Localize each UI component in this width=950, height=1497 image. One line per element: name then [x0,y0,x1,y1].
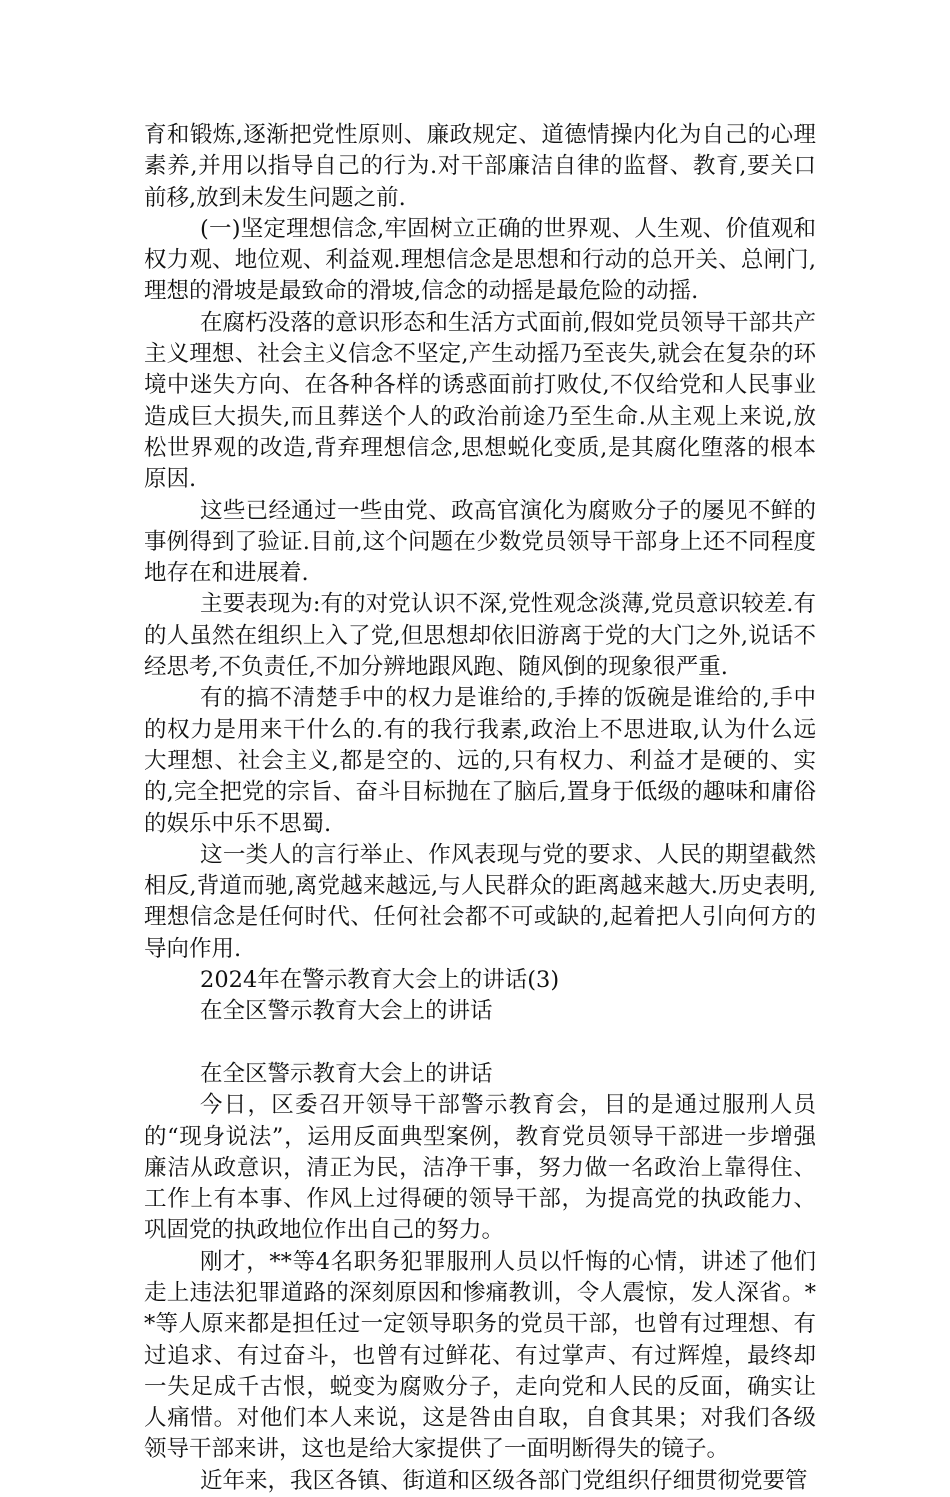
speech-title: 在全区警示教育大会上的讲话 [200,998,493,1025]
paragraph: 在腐朽没落的意识形态和生活方式面前,假如党员领导干部共产主义理想、社会主义信念不坚定,产生动摇乃至丧失,就会在复杂的环境中迷失方向、在各种各样的诱惑面前打败仗,不仅给党和人民事业造成巨大损失,而且葬送个人的政治前途乃至生命.从主观上来说,放松世界观的改造,背弃理想信念,思想蜕化变质,是其腐化堕落的根本原因. [144,309,816,493]
paragraph: 主要表现为:有的对党认识不深,党性观念淡薄,党员意识较差.有的人虽然在组织上入了党,但思想却依旧游离于党的大门之外,说话不经思考,不负责任,不加分辨地跟风跑、随风倒的现象很严重. [144,591,816,681]
section-title: 2024年在警示教育大会上的讲话(3) [200,967,560,994]
paragraph-continued: 育和锻炼,逐渐把党性原则、廉政规定、道德情操内化为自己的心理素养,并用以指导自己的行为.对干部廉洁自律的监督、教育,要关口前移,放到未发生问题之前. [144,122,816,211]
blank-line [144,1028,816,1059]
paragraph: 这些已经通过一些由党、政高官演化为腐败分子的屡见不鲜的事例得到了验证.目前,这个问题在少数党员领导干部身上还不同程度地存在和进展着. [144,497,816,587]
document-body [144,120,816,1497]
paragraph: 这一类人的言行举止、作风表现与党的要求、人民的期望截然相反,背道而驰,离党越来越远,与人民群众的距离越来越大.历史表明,理想信念是任何时代、任何社会都不可或缺的,起着把人引向何方的导向作用. [144,841,816,962]
paragraph: 今日，区委召开领导干部警示教育会，目的是通过服刑人员的“现身说法”，运用反面典型案例，教育党员领导干部进一步增强廉洁从政意识，清正为民，洁净干事，努力做一名政治上靠得住、工作上有本事、作风上过得硬的领导干部，为提高党的执政能力、巩固党的执政地位作出自己的努力。 [144,1092,816,1244]
paragraph: (一)坚定理想信念,牢固树立正确的世界观、人生观、价值观和权力观、地位观、利益观.理想信念是思想和行动的总开关、总闸门,理想的滑坡是最致命的滑坡,信念的动摇是最危险的动摇. [144,215,816,305]
paragraph: 近年来，我区各镇、街道和区级各部门党组织仔细贯彻党要管 [200,1467,808,1494]
speech-title-repeat: 在全区警示教育大会上的讲话 [200,1060,493,1087]
paragraph: 有的搞不清楚手中的权力是谁给的,手捧的饭碗是谁给的,手中的权力是用来干什么的.有的我行我素,政治上不思进取,认为什么远大理想、社会主义,都是空的、远的,只有权力、利益才是硬的、实的,完全把党的宗旨、奋斗目标抛在了脑后,置身于低级的趣味和庸俗的娱乐中乐不思蜀. [144,685,816,837]
paragraph: 刚才，**等4名职务犯罪服刑人员以忏悔的心情，讲述了他们走上违法犯罪道路的深刻原因和惨痛教训，令人震惊，发人深省。**等人原来都是担任过一定领导职务的党员干部，也曾有过理想、有过追求、有过奋斗，也曾有过鲜花、有过掌声、有过辉煌，最终却一失足成千古恨，蜕变为腐败分子，走向党和人民的反面，确实让人痛惜。对他们本人来说，这是咎由自取，自食其果；对我们各级领导干部来讲，这也是给大家提供了一面明断得失的镜子。 [144,1248,816,1463]
